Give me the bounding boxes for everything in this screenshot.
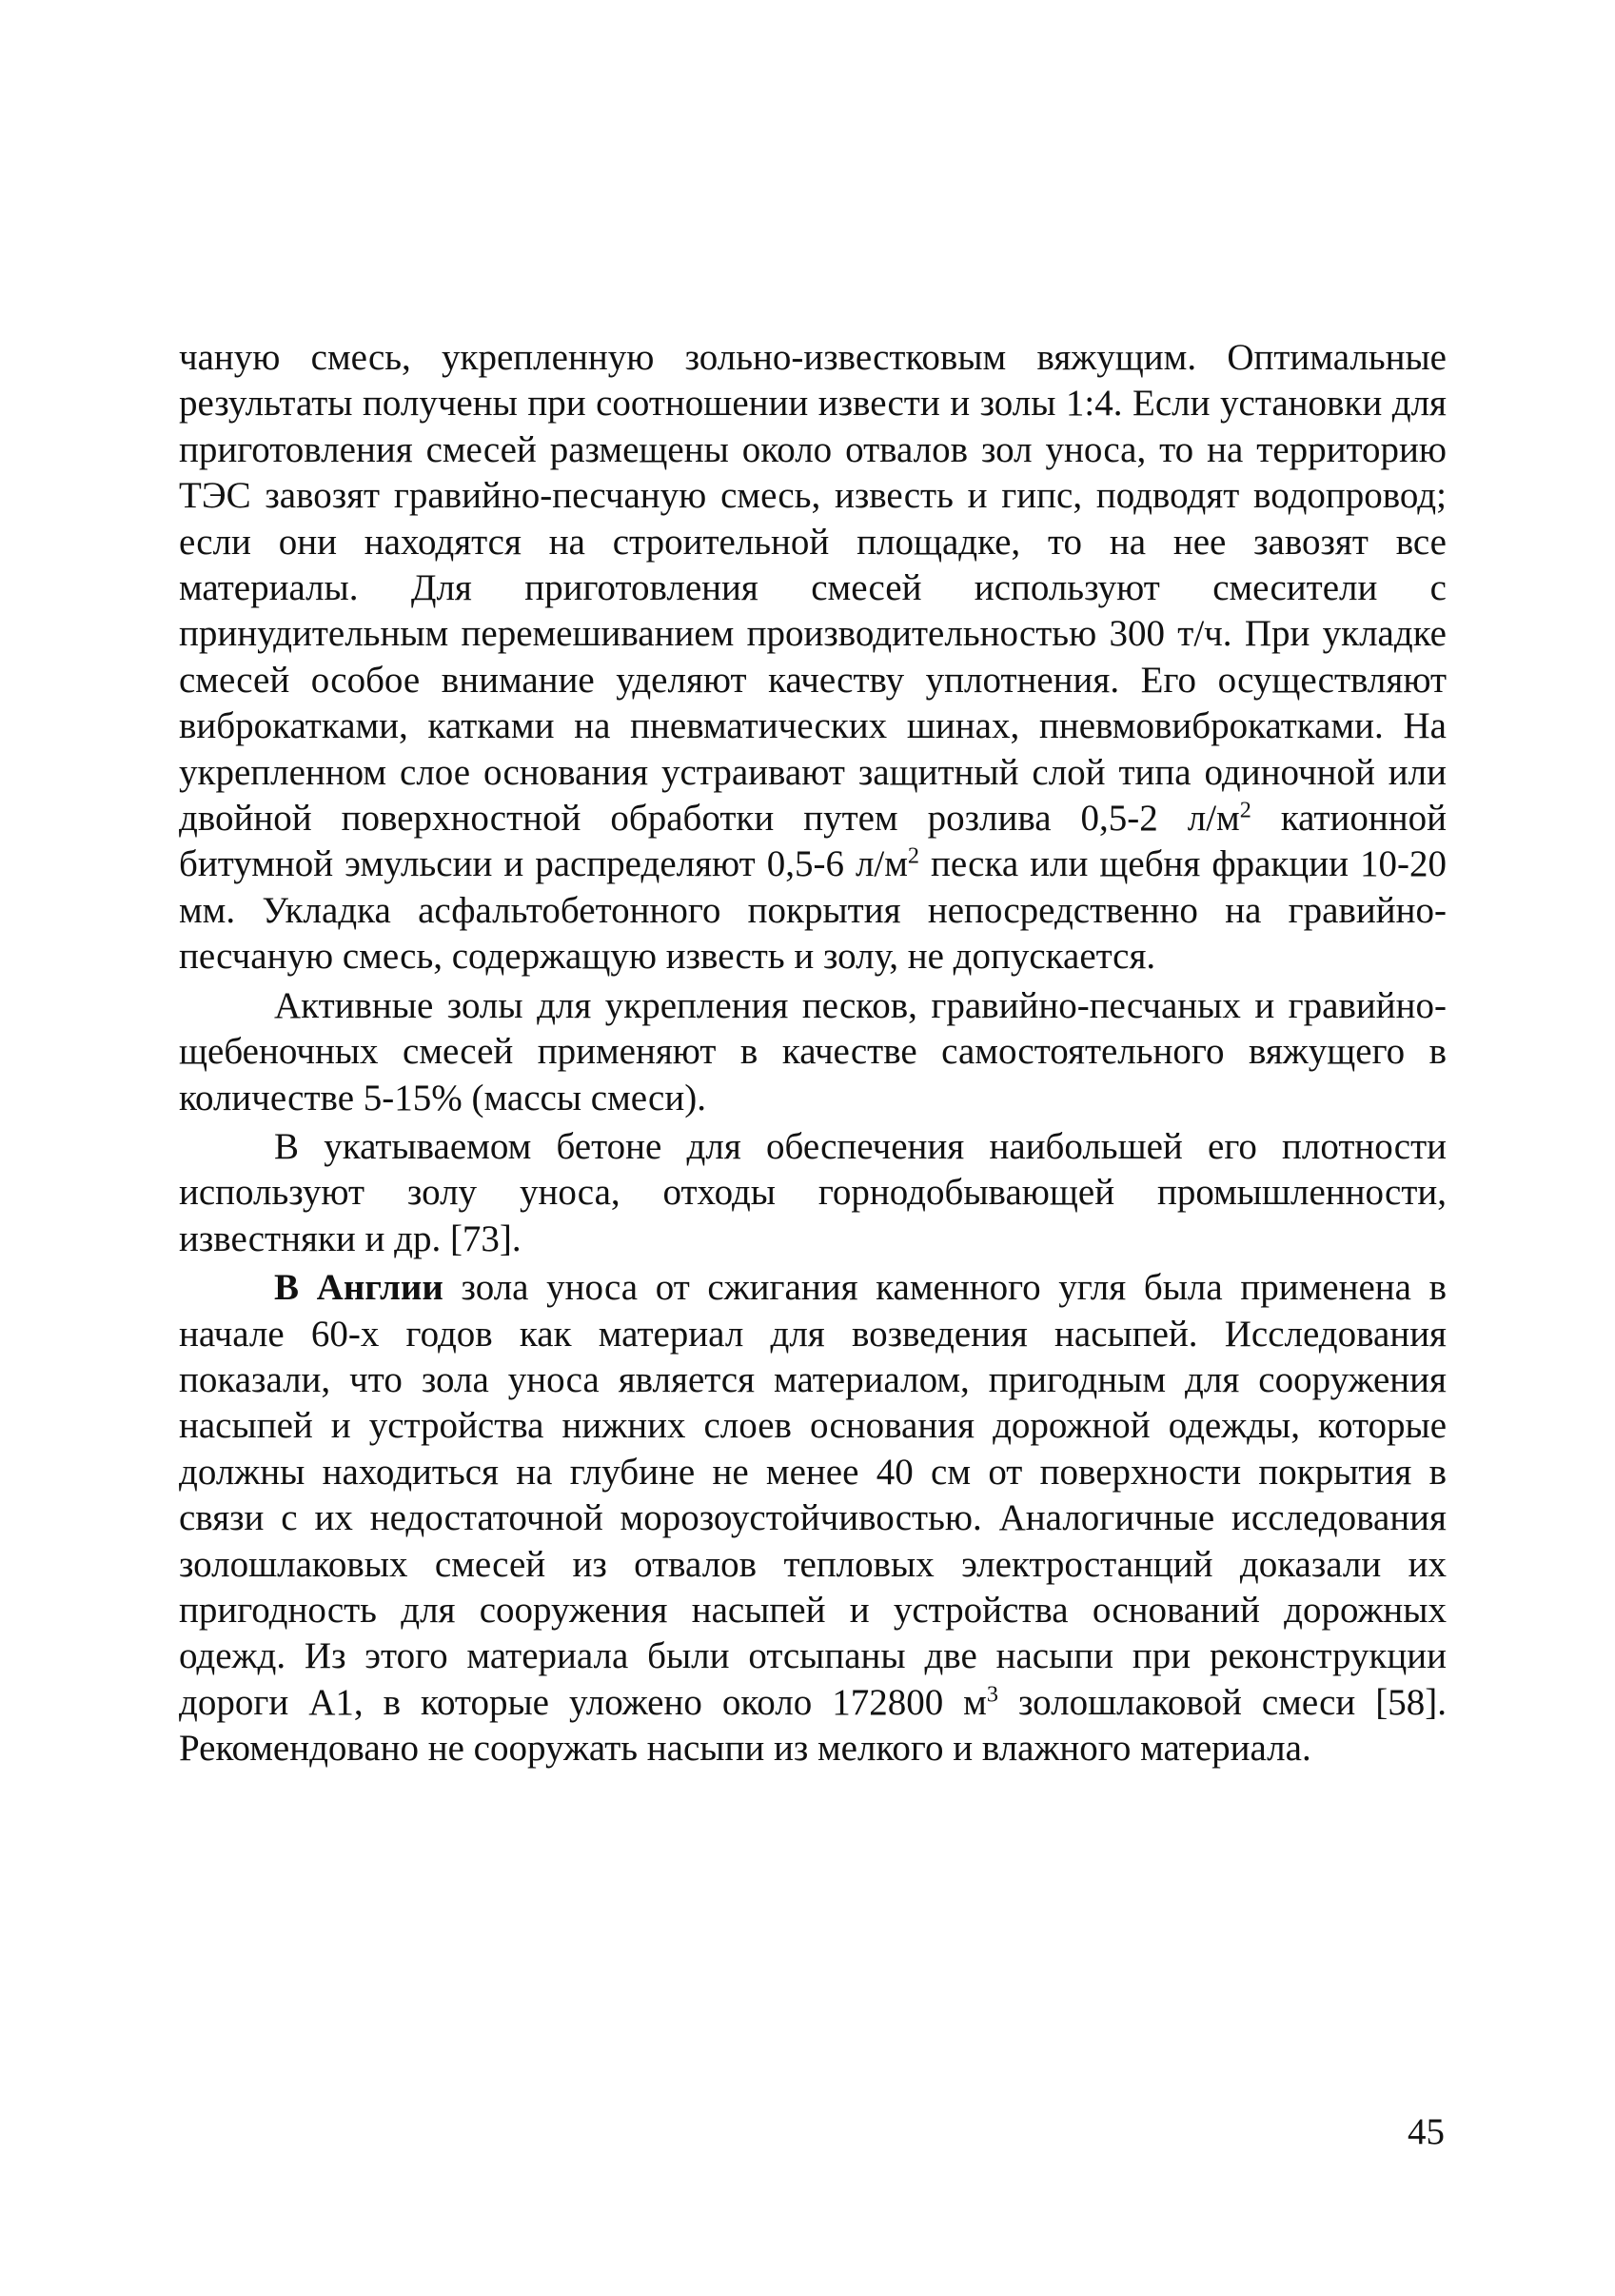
body-text [179,335,1447,1772]
text-run: катионной битумной эмульсии и распределяют 0,5-6 л/м [179,798,1447,885]
superscript-exponent: 3 [986,1681,998,1708]
bold-lead-in: В Англии [274,1267,443,1309]
text-run: песка или щебня фракции 10-20 мм. Укладка асфальтобетонного покрытия непосредственно на гравийно-песчаную смесь, содержащую известь и золу, не допускается. [179,843,1447,978]
paragraph-rolled-concrete [179,1124,1447,1262]
superscript-exponent: 2 [1239,797,1251,823]
text-run: чаную смесь, укрепленную зольно-известковым вяжущим. Оптимальные результаты получены при соотношении извести и золы 1:4. Если установки для приготовления смесей размещены около отвалов зол уноса, то на территорию ТЭС завозят гравийно-песчаную смесь, известь и гипс, подводят водопровод; если они находятся на строительной площадке, то на нее завозят все материалы. Для приготовления смесей используют смесители с принудительным перемешиванием производительностью 300 т/ч. При укладке смесей особое внимание уделяют качеству уплотнения. Его осуществляют виброкатками, катками на пневматических шинах, пневмовиброкатками. На укрепленном слое основания устраивают защитный слой типа одиночной или двойной поверхностной обработки путем розлива 0,5-2 л/м [179,337,1447,840]
superscript-exponent: 2 [907,843,920,870]
paragraph-england [179,1265,1447,1771]
text-run: В укатываемом бетоне для обеспечения наибольшей его плотности используют золу уноса, отходы горнодобывающей промышленности, известняки и др. [73]. [179,1125,1447,1259]
paragraph-active-ash [179,983,1447,1121]
text-run: Активные золы для укрепления песков, гравийно-песчаных и гравийно-щебеночных смесей применяют в качестве самостоятельного вяжущего в количестве 5-15% (массы смеси). [179,984,1447,1118]
text-run: золошлаковой смеси [58]. Рекомендовано не сооружать насыпи из мелкого и влажного материала. [179,1681,1447,1770]
page-number: 45 [1408,2111,1445,2152]
paragraph-continuation [179,335,1447,980]
text-run: зола уноса от сжигания каменного угля была применена в начале 60-х годов как материал для возведения насыпей. Исследования показали, что зола уноса является материалом, пригодным для сооружения насыпей и устройства нижних слоев основания дорожной одежды, которые должны находиться на глубине не менее 40 см от поверхности покрытия в связи с их недостаточной морозоустойчивостью. Аналогичные исследования золошлаковых смесей из отвалов тепловых электростанций доказали их пригодность для сооружения насыпей и устройства оснований дорожных одежд. Из этого материала были отсыпаны две насыпи при реконструкции дороги А1, в которые уложено около 172800 м [179,1267,1448,1723]
